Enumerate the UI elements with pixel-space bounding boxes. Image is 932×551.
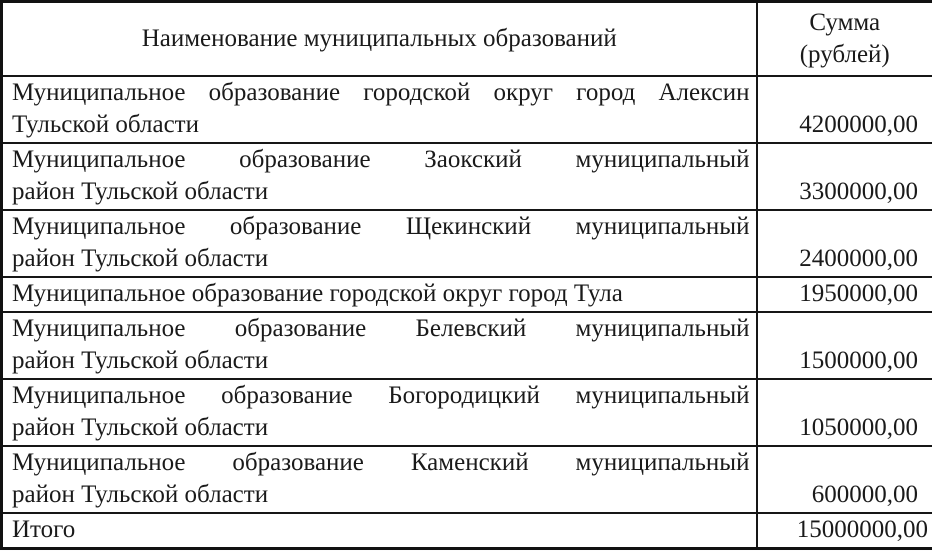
municipality-name-line: Муниципальное образование Щекинский муниципальный: [12, 213, 750, 240]
municipality-name-cell: [2, 446, 757, 513]
municipality-name-line: Муниципальное образование Каменский муниципальный: [12, 449, 750, 476]
table-row: [2, 446, 932, 513]
column-header-sum-line2: (рублей): [799, 41, 890, 68]
table-row: [2, 143, 932, 210]
municipality-name-cell: [2, 277, 757, 312]
table-row: [2, 277, 932, 312]
municipality-name-line: район Тульской области: [12, 414, 269, 441]
municipality-name-line: район Тульской области: [12, 481, 269, 508]
total-label-cell: [2, 513, 757, 549]
table-header-row: [2, 2, 932, 77]
table-row: [2, 312, 932, 379]
municipality-name-line: Муниципальное образование Заокский муниципальный: [12, 146, 750, 173]
table-body: [2, 76, 932, 549]
municipality-name-line: Муниципальное образование Богородицкий муниципальный: [12, 382, 750, 409]
municipality-name-cell: [2, 379, 757, 446]
municipality-name-line: район Тульской области: [12, 347, 269, 374]
total-sum-value: 15000000,00: [757, 513, 932, 549]
municipality-name-cell: [2, 76, 757, 143]
table-row: [2, 379, 932, 446]
municipality-name-cell: [2, 143, 757, 210]
sum-value: 2400000,00: [757, 210, 932, 277]
column-header-sum: [757, 2, 932, 77]
sum-value: 3300000,00: [757, 143, 932, 210]
sum-value: 1950000,00: [757, 277, 932, 312]
municipality-name-line: Итого: [12, 516, 76, 543]
municipality-name-cell: [2, 210, 757, 277]
table-row: [2, 210, 932, 277]
municipality-name-line: район Тульской области: [12, 245, 269, 272]
column-header-sum-line1: Сумма: [809, 9, 881, 36]
municipality-name-line: Муниципальное образование Белевский муниципальный: [12, 315, 750, 342]
table-head: [2, 2, 932, 77]
municipality-name-cell: [2, 312, 757, 379]
municipality-name-line: район Тульской области: [12, 178, 269, 205]
sum-value: 1500000,00: [757, 312, 932, 379]
sum-value: 4200000,00: [757, 76, 932, 143]
sum-value: 1050000,00: [757, 379, 932, 446]
municipality-name-line: Муниципальное образование городской округ город Алексин: [12, 79, 750, 106]
table-row: [2, 76, 932, 143]
column-header-municipality-name: Наименование муниципальных образований: [2, 2, 757, 77]
sum-value: 600000,00: [757, 446, 932, 513]
table-row-total: [2, 513, 932, 549]
municipality-name-line: Тульской области: [12, 111, 199, 138]
municipality-name-line: Муниципальное образование городской округ город Тула: [12, 280, 623, 307]
